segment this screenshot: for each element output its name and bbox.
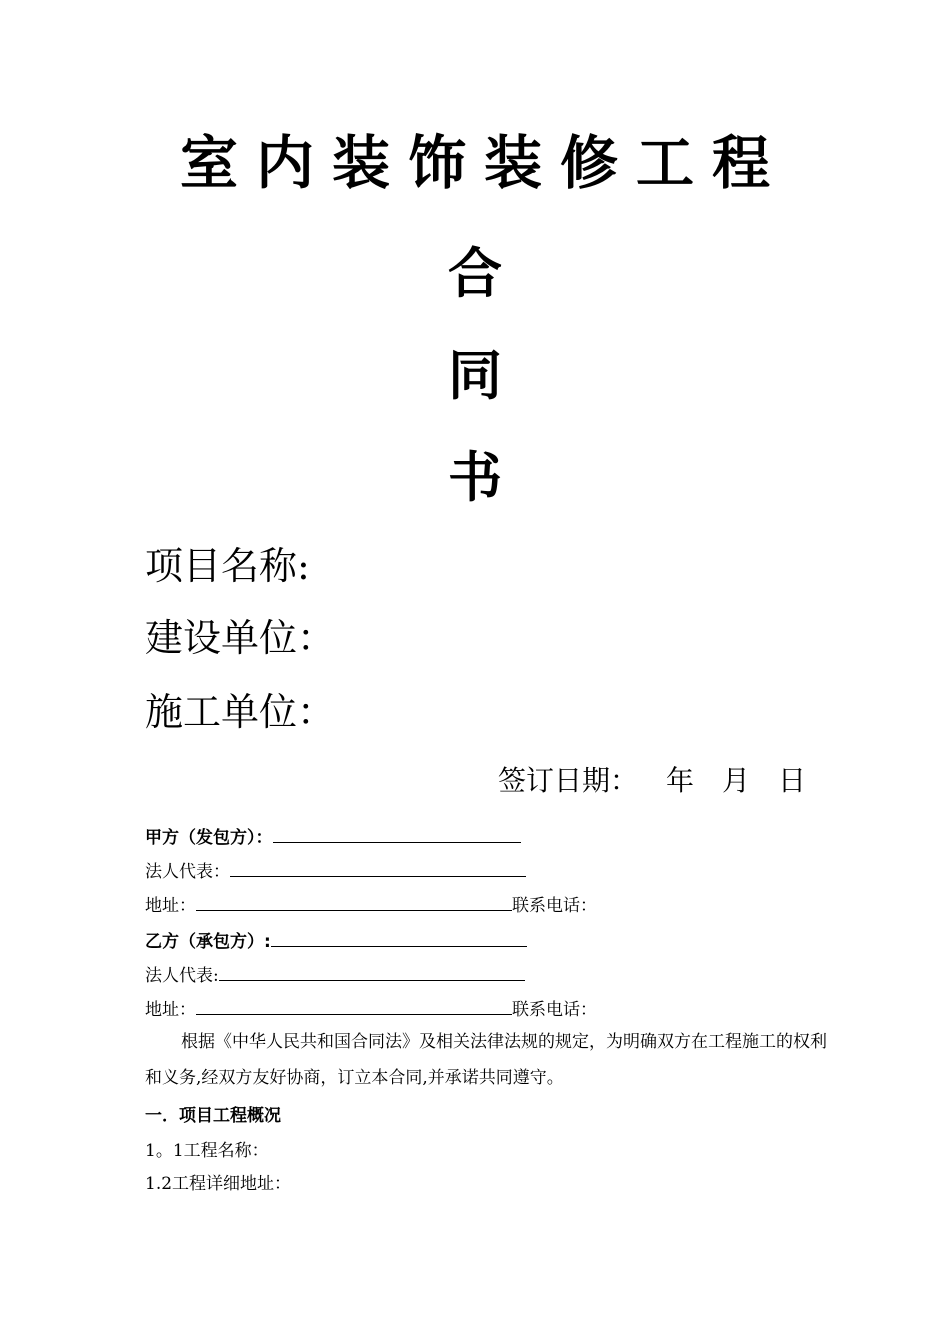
sign-date-month: 月	[722, 764, 751, 797]
party-b-address-blank[interactable]	[196, 996, 512, 1015]
party-a-address-blank[interactable]	[196, 892, 512, 911]
section1-item1: 1。1工程名称：	[145, 1141, 269, 1161]
party-a-rep-row	[145, 858, 526, 884]
party-a-row	[145, 824, 521, 850]
party-a-rep-blank[interactable]	[230, 858, 526, 877]
title-char-shu: 书	[448, 446, 502, 509]
party-b-label: 乙方（承包方）:	[145, 932, 271, 952]
party-b-address-label: 地址：	[145, 1000, 196, 1020]
section1-heading: 一．项目工程概况	[145, 1106, 281, 1126]
sign-date	[498, 762, 806, 800]
party-a-address-row	[145, 892, 597, 918]
party-a-label: 甲方（发包方）：	[145, 828, 273, 848]
contractor-label: 施工单位：	[145, 690, 336, 734]
sign-date-year: 年	[666, 764, 695, 797]
intro-paragraph: 根据《中华人民共和国合同法》及相关法律法规的规定，为明确双方在工程施工的权利和义务,经双方友好协商，订立本合同,并承诺共同遵守。	[145, 1032, 827, 1088]
party-a-blank[interactable]	[273, 824, 521, 843]
party-b-phone-label: 联系电话：	[512, 1000, 597, 1020]
party-a-phone-label: 联系电话：	[512, 896, 597, 916]
party-b-row	[145, 928, 527, 954]
builder-label: 建设单位：	[145, 616, 336, 660]
title-char-tong: 同	[448, 344, 502, 407]
section1-item2: 1.2工程详细地址：	[145, 1174, 292, 1194]
sign-date-label: 签订日期：	[498, 764, 639, 797]
sign-date-day: 日	[778, 764, 807, 797]
contract-title: 室内装饰装修工程	[179, 129, 788, 197]
project-name-label: 项目名称:	[145, 544, 310, 588]
party-b-rep-row	[145, 962, 525, 988]
party-a-address-label: 地址：	[145, 896, 196, 916]
party-b-rep-blank[interactable]	[219, 962, 525, 981]
party-a-rep-label: 法人代表：	[145, 862, 230, 882]
party-b-blank[interactable]	[271, 928, 527, 947]
party-b-address-row	[145, 996, 597, 1022]
title-char-he: 合	[448, 242, 502, 305]
party-b-rep-label: 法人代表:	[145, 966, 219, 986]
